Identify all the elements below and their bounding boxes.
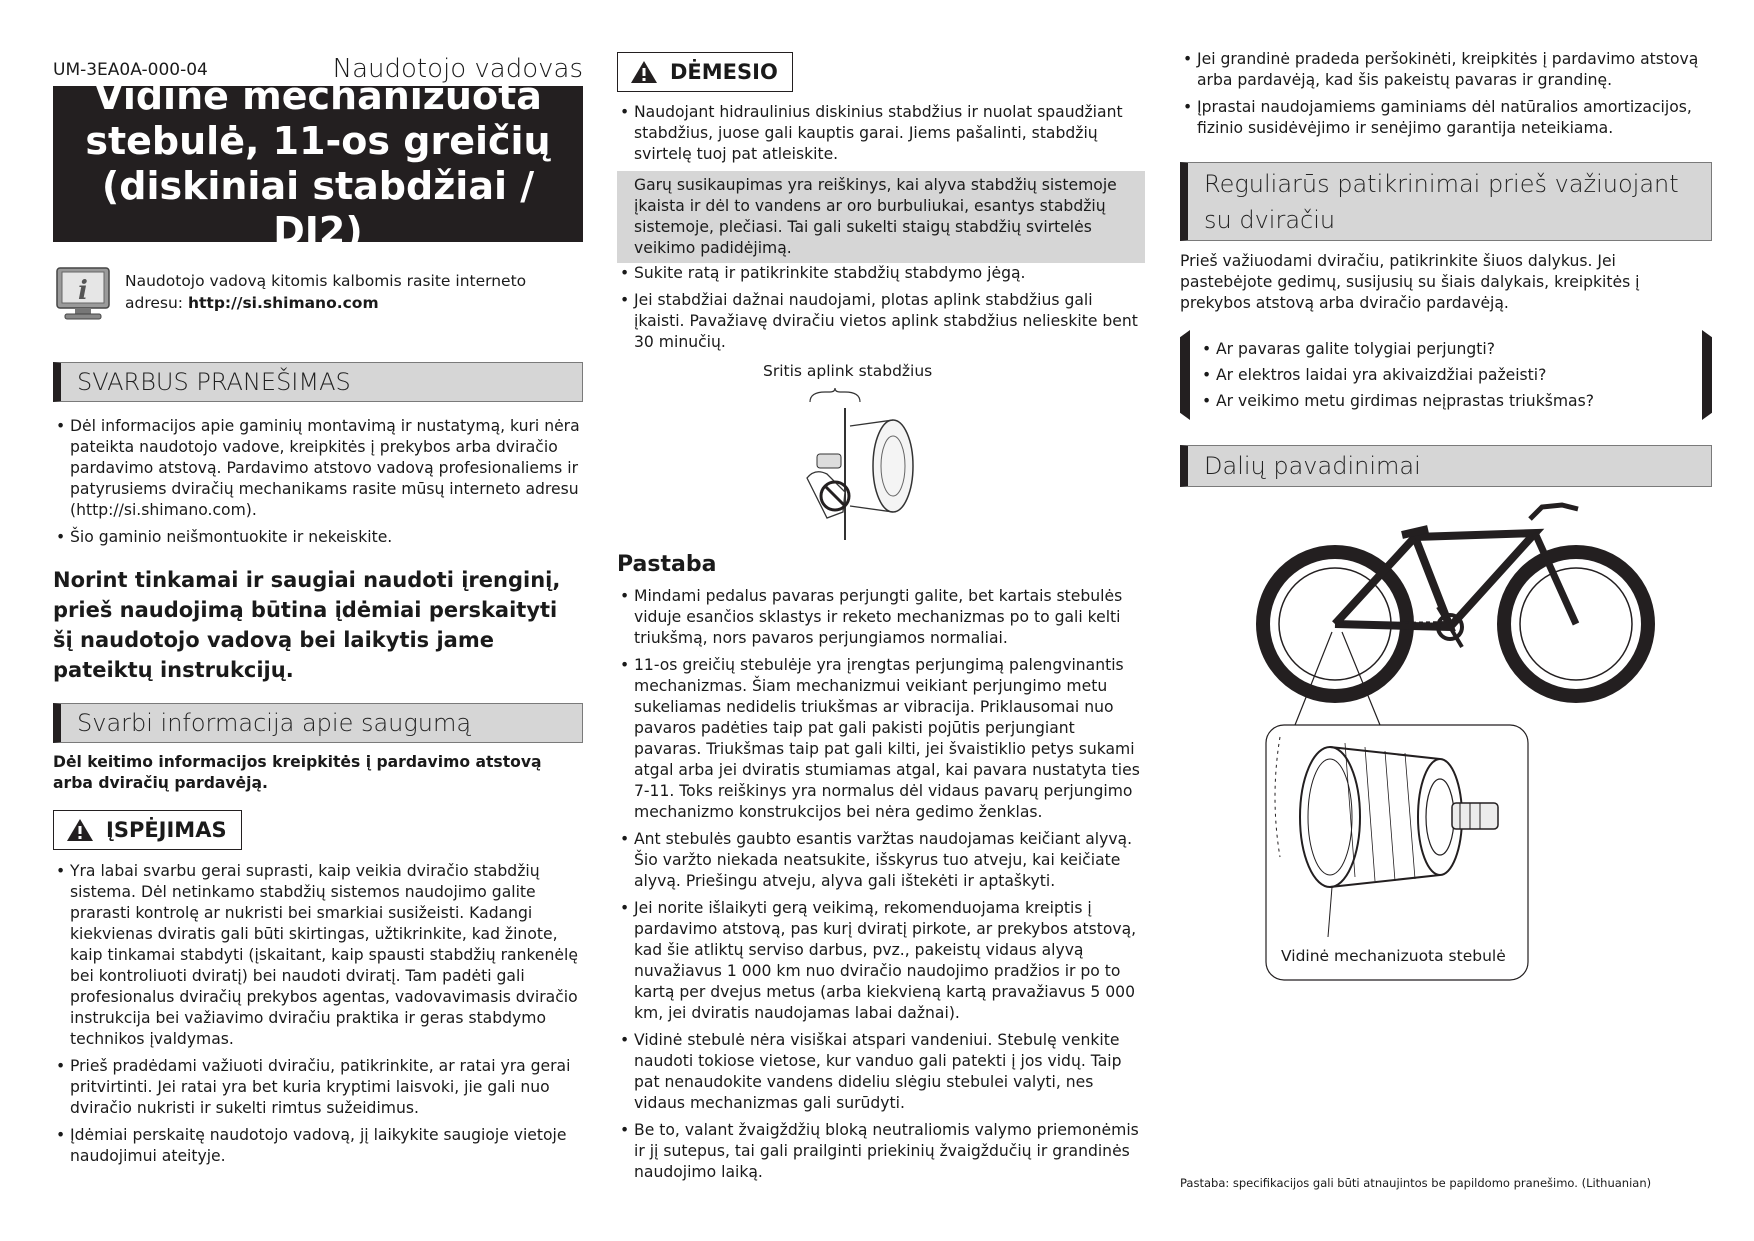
doc-type: Naudotojo vadovas xyxy=(332,54,583,84)
warning-triangle-icon xyxy=(66,818,94,842)
list-item: • Įprastai naudojamiems gaminiams dėl natūralios amortizacijos, fizinio susidėvėjimo ir senėjimo garantija neteikiama. xyxy=(1180,97,1712,139)
list-item: • Ant stebulės gaubto esantis varžtas naudojamas keičiant alyvą. Šio varžto niekada neatsukite, išskyrus tuo atveju, kai keičiate alyvą. Priešingu atveju, alyva gali ištekėti ir aptaškyti. xyxy=(617,829,1145,892)
list-item: • Prieš pradėdami važiuoti dviračiu, patikrinkite, ar ratai yra gerai pritvirtinti. Jei ratai yra bet kuria kryptimi laisvoki, jie gali nuo dviračio nukristi ir sukelti rimtus sužeidimus. xyxy=(53,1056,583,1119)
list-item: • Jei grandinė pradeda peršokinėti, kreipkitės į pardavimo atstovą arba pardavėją, kad šis pakeistų pavaras ir grandinę. xyxy=(1180,49,1712,91)
checklist-item: • Ar elektros laidai yra akivaizdžiai pažeisti? xyxy=(1202,362,1594,388)
bicycle-icon xyxy=(1263,505,1648,696)
list-item: • Mindami pedalus pavaras perjungti galite, bet kartais stebulės viduje esančios sklastys ir reketo mechanizmas po to gali kelti triukšmą, nors pavaros perjungiamos normaliai. xyxy=(617,586,1145,649)
warning-label: ĮSPĖJIMAS xyxy=(106,818,227,842)
info-monitor-icon xyxy=(53,266,113,322)
section-heading-important xyxy=(53,362,583,402)
brake-area-illustration xyxy=(805,388,915,540)
list-item: • 11-os greičių stebulėje yra įrengtas perjungimą palengvinantis mechanizmas. Šiam mechanizmui veikiant perjungimo metu sukeliamas nedidelis triukšmas ar vibracija. Priklausomai nuo pavaros padėties taip pat gali pakisti pojūtis perjungiant pavaras. Triukšmas taip pat gali kilti, jei švaistiklio petys sukami atgal arba jei dviratis stumiamas atgal, kai pavara nustatyta ties 7-11. Toks reiškinys yra normalus dėl vidaus pavarų perjungimo mechanizmo konstrukcijos bei nėra gedimo ženklas. xyxy=(617,655,1145,823)
svg-text:i: i xyxy=(78,276,88,306)
list-item: • Be to, valant žvaigždžių bloką neutraliomis valymo priemonėmis ir jį sutepus, tai gali prailginti priekinių žvaigždučių ir grandinės naudojimo laiką. xyxy=(617,1120,1145,1183)
section-heading-inspection-line1: Reguliarūs patikrinimai prieš važiuojant xyxy=(1204,169,1679,198)
hub-label: Vidinė mechanizuota stebulė xyxy=(1281,947,1506,965)
list-item: • Vidinė stebulė nėra visiškai atspari vandeniui. Stebulę venkite naudoti tokiose vietose, kur vanduo gali patekti į jos vidų. Taip pat nenaudokite vandens dideliu slėgiu stebulei valyti, nes vidaus mechanizmas gali surūdyti. xyxy=(617,1030,1145,1114)
list-item: • Jei stabdžiai dažnai naudojami, plotas aplink stabdžius gali įkaisti. Pavažiavę dviračiu vietos aplink stabdžius nelieskite bent 30 minučių. xyxy=(617,290,1145,353)
caution-label: DĖMESIO xyxy=(670,60,778,84)
caution-list-1 xyxy=(617,102,1145,171)
caution-list-2 xyxy=(617,263,1145,359)
inspection-checklist xyxy=(1180,330,1712,420)
list-item: • Jei norite išlaikyti gerą veikimą, rekomenduojama kreiptis į pardavimo atstovą, pas kurį dviratį pirkote, ar prekybos atstovą, kad šie atliktų serviso darbus, pvz., pakeistų vidaus alyvą nuvažiavus 1 000 km nuo dviračio naudojimo pradžios ir po to kartą per dvejus metus (arba kiekvieną kartą pravažiavus 5 000 km, jei dviratis naudojamas labai dažnai). xyxy=(617,898,1145,1024)
footnote: Pastaba: specifikacijos gali būti atnaujintos be papildomo pranešimo. (Lithuanian) xyxy=(1180,1176,1652,1190)
section-heading-inspection-line2: su dviračiu xyxy=(1204,205,1336,234)
important-list xyxy=(53,416,583,554)
checklist-item: • Ar veikimo metu girdimas neįprastas triukšmas? xyxy=(1202,388,1594,414)
bicycle-parts-illustration xyxy=(1180,497,1712,987)
warning-list xyxy=(53,861,583,1173)
safety-note: Dėl keitimo informacijos kreipkitės į pardavimo atstovą arba dviračių pardavėją. xyxy=(53,753,542,792)
list-item: • Dėl informacijos apie gaminių montavimą ir nustatymą, kuri nėra pateikta naudotojo vadove, kreipkitės į prekybos arba dviračio pardavimo atstovą. Pardavimo atstovo vadovą profesionaliems ir patyrusiems dviračių mechanikams rasite mūsų interneto adresu (http://si.shimano.com). xyxy=(53,416,583,521)
document-title-box xyxy=(53,74,583,253)
document-title: Vidinė mechanizuota stebulė, 11-os greičių (diskiniai stabdžiai / DI2) xyxy=(85,74,551,253)
list-item: • Įdėmiai perskaitę naudotojo vadovą, jį laikykite saugioje vietoje naudojimui ateityje. xyxy=(53,1125,583,1167)
brake-area-caption: Sritis aplink stabdžius xyxy=(763,362,933,380)
info-block xyxy=(53,266,583,326)
list-item: • Sukite ratą ir patikrinkite stabdžių stabdymo jėgą. xyxy=(617,263,1145,284)
section-heading-safety-text: Svarbi informacija apie saugumą xyxy=(77,709,472,737)
section-heading-inspection xyxy=(1180,162,1712,241)
vapor-lock-note: Garų susikaupimas yra reiškinys, kai alyva stabdžių sistemoje įkaista ir dėl to vandens ar oro burbuliukai, esantys stabdžių sistemoje, plečiasi. Tai gali sukelti staigų stabdžių svirtelės veikimo padidėjimą. xyxy=(617,171,1145,263)
bracket-left xyxy=(1180,330,1190,420)
info-text xyxy=(125,270,583,314)
list-item: • Yra labai svarbu gerai suprasti, kaip veikia dviračio stabdžių sistema. Dėl netinkamo stabdžių sistemos naudojimo galite prarasti kontrolę ar nukristi bei smarkiai susižeisti. Kadangi kiekvienas dviratis gali būti skirtingas, užtikrinkite, kad žinote, kaip tinkamai stabdyti (įskaitant, kaip spausti stabdžių rankenėlę bei kontroliuoti dviratį) bei naudoti dviratį. Tam padėti gali profesionalus dviračių prekybos agentas, vadovavimasis dviračio instrukcija bei važiavimo dviračiu praktika ir geras stabdymo technikos įvaldymas. xyxy=(53,861,583,1050)
warranty-list xyxy=(1180,49,1712,145)
lead-statement: Norint tinkamai ir saugiai naudoti įrenginį, prieš naudojimą būtina įdėmiai perskaityti šį naudotojo vadovą bei laikytis jame pateiktų instrukcijų. xyxy=(53,568,561,682)
bracket-right xyxy=(1702,330,1712,420)
section-heading-safety xyxy=(53,703,583,743)
section-heading-parts-text: Dalių pavadinimai xyxy=(1204,452,1421,480)
info-url-link[interactable]: http://si.shimano.com xyxy=(187,294,379,312)
info-text-body: Naudotojo vadovą kitomis kalbomis rasite interneto adresu: xyxy=(125,272,527,312)
warning-label-box xyxy=(53,810,242,850)
section-heading-important-text: SVARBUS PRANEŠIMAS xyxy=(77,368,351,396)
inspection-text: Prieš važiuodami dviračiu, patikrinkite šiuos dalykus. Jei pastebėjote gedimų, susijusių su šiais dalykais, kreipkitės į prekybos atstovą arba dviračio pardavėją. xyxy=(1180,252,1640,312)
checklist-item: • Ar pavaras galite tolygiai perjungti? xyxy=(1202,336,1594,362)
note-heading: Pastaba xyxy=(617,552,717,577)
section-heading-parts xyxy=(1180,445,1712,487)
caution-label-box xyxy=(617,52,793,92)
note-list xyxy=(617,586,1145,1189)
list-item: • Šio gaminio neišmontuokite ir nekeiskite. xyxy=(53,527,583,548)
warning-triangle-icon xyxy=(630,60,658,84)
doc-code: UM-3EA0A-000-04 xyxy=(53,60,208,80)
list-item: • Naudojant hidraulinius diskinius stabdžius ir nuolat spaudžiant stabdžius, juose gali kauptis garai. Jiems pašalinti, stabdžių svirtelę tuoj pat atleiskite. xyxy=(617,102,1145,165)
